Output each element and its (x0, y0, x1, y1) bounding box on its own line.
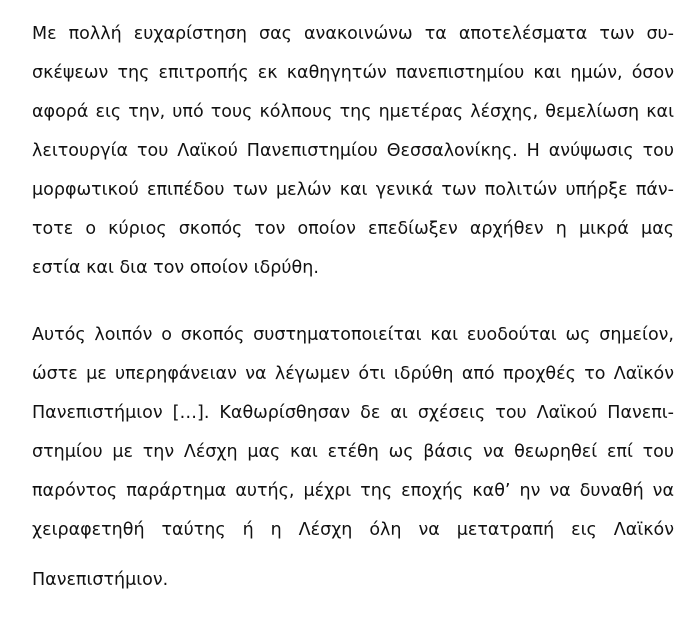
text-line: στημίου με την Λέσχη μας και ετέθη ως βάσις να θεωρηθεί επί του (32, 442, 674, 462)
text-line: Αυτός λοιπόν ο σκοπός συστηματοποιείται και ευοδούται ως σημείον, (32, 325, 674, 345)
text-line: αφορά εις την, υπό τους κόλπους της ημετέρας λέσχης, θεμελίωση και (32, 102, 674, 122)
text-line: Με πολλή ευχαρίστηση σας ανακοινώνω τα αποτελέσματα των συ- (32, 24, 674, 44)
text-line: σκέψεων της επιτροπής εκ καθηγητών πανεπιστημίου και ημών, όσον (32, 63, 674, 83)
text-line: χειραφετηθή ταύτης ή η Λέσχη όλη να μετατραπή εις Λαϊκόν (32, 520, 674, 540)
text-line: εστία και δια τον οποίον ιδρύθη. (32, 258, 319, 278)
text-line: Πανεπιστήμιον. (32, 570, 169, 590)
text-line: παρόντος παράρτημα αυτής, μέχρι της εποχής καθ’ ην να δυναθή να (32, 481, 674, 501)
text-line: τοτε ο κύριος σκοπός τον οποίον επεδίωξεν αρχήθεν η μικρά μας (32, 219, 674, 239)
document-page (32, 0, 674, 634)
text-line: λειτουργία του Λαϊκού Πανεπιστημίου Θεσσαλονίκης. Η ανύψωσις του (32, 141, 674, 161)
text-line: μορφωτικού επιπέδου των μελών και γενικά των πολιτών υπήρξε πάν- (32, 180, 674, 200)
text-line: ώστε με υπερηφάνειαν να λέγωμεν ότι ιδρύθη από προχθές το Λαϊκόν (32, 364, 674, 384)
text-line: Πανεπιστήμιον […]. Καθωρίσθησαν δε αι σχέσεις του Λαϊκού Πανεπι- (32, 403, 674, 423)
